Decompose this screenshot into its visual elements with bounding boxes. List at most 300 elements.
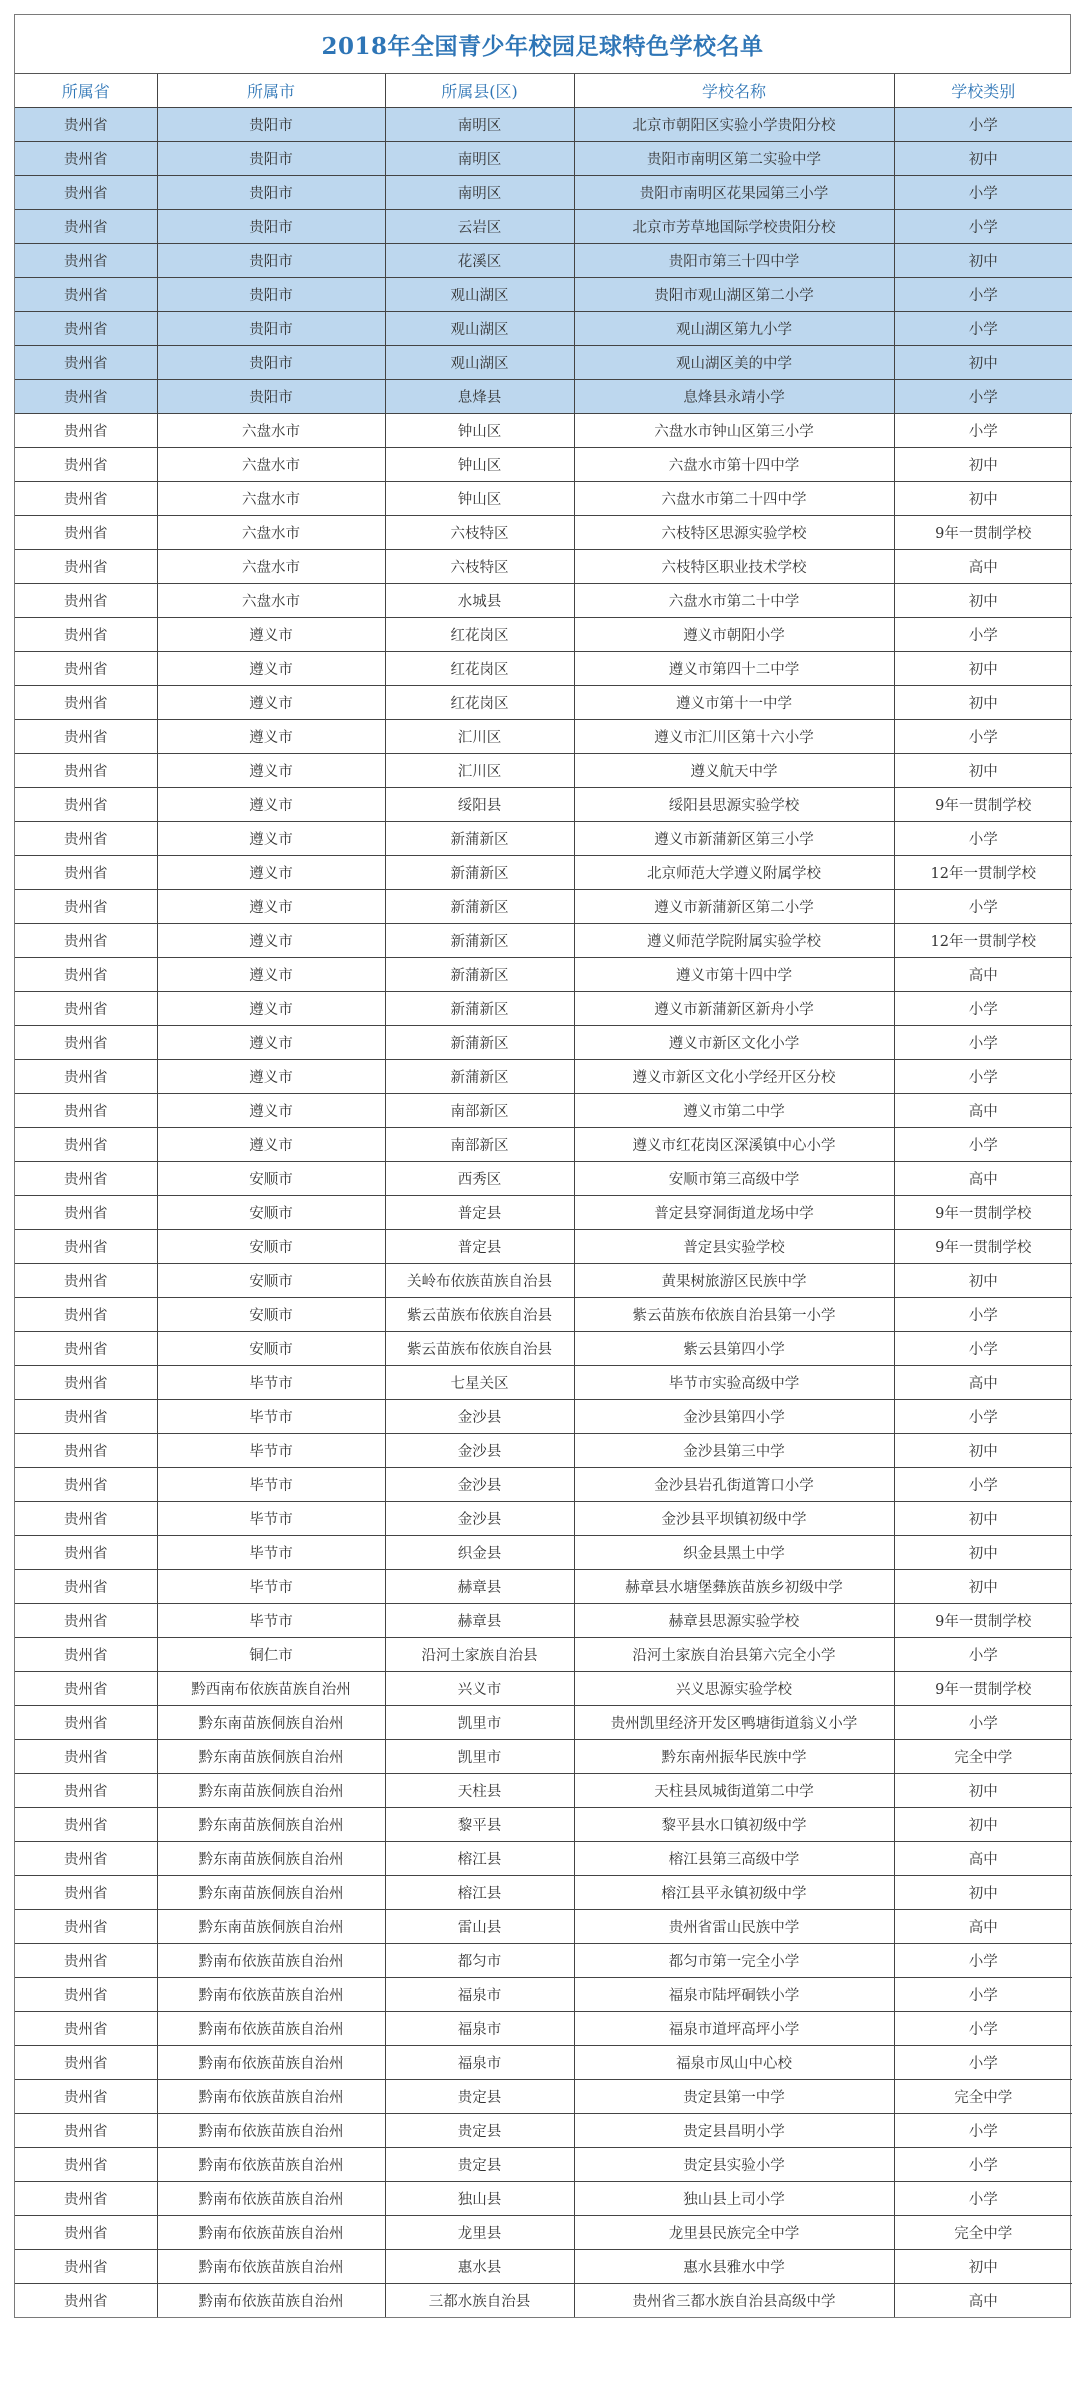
cell-school-name: 赫章县水塘堡彝族苗族乡初级中学 [574, 1570, 894, 1604]
cell-county: 南明区 [385, 142, 574, 176]
cell-school-type: 小学 [894, 176, 1072, 210]
cell-school-name: 贵阳市南明区第二实验中学 [574, 142, 894, 176]
cell-province: 贵州省 [15, 1774, 157, 1808]
cell-county: 水城县 [385, 584, 574, 618]
cell-city: 贵阳市 [157, 176, 385, 210]
cell-city: 贵阳市 [157, 346, 385, 380]
cell-province: 贵州省 [15, 822, 157, 856]
cell-province: 贵州省 [15, 414, 157, 448]
cell-city: 遵义市 [157, 788, 385, 822]
cell-city: 安顺市 [157, 1264, 385, 1298]
cell-school-name: 遵义市朝阳小学 [574, 618, 894, 652]
cell-school-name: 金沙县第四小学 [574, 1400, 894, 1434]
cell-county: 关岭布依族苗族自治县 [385, 1264, 574, 1298]
cell-province: 贵州省 [15, 2080, 157, 2114]
cell-school-name: 天柱县凤城街道第二中学 [574, 1774, 894, 1808]
cell-school-type: 小学 [894, 890, 1072, 924]
table-row [15, 720, 1072, 754]
cell-county: 惠水县 [385, 2250, 574, 2284]
cell-school-name: 金沙县平坝镇初级中学 [574, 1502, 894, 1536]
cell-city: 遵义市 [157, 754, 385, 788]
cell-county: 六枝特区 [385, 516, 574, 550]
header-province: 所属省 [15, 74, 157, 108]
cell-school-type: 初中 [894, 686, 1072, 720]
cell-county: 汇川区 [385, 720, 574, 754]
cell-school-name: 金沙县岩孔街道箐口小学 [574, 1468, 894, 1502]
sheet-title: 2018年全国青少年校园足球特色学校名单 [15, 15, 1070, 74]
cell-county: 钟山区 [385, 414, 574, 448]
cell-city: 遵义市 [157, 1094, 385, 1128]
cell-school-type: 小学 [894, 108, 1072, 142]
cell-school-name: 榕江县第三高级中学 [574, 1842, 894, 1876]
table-body [15, 108, 1072, 2318]
cell-city: 遵义市 [157, 686, 385, 720]
cell-city: 遵义市 [157, 958, 385, 992]
cell-city: 毕节市 [157, 1570, 385, 1604]
cell-province: 贵州省 [15, 2250, 157, 2284]
cell-school-name: 北京市芳草地国际学校贵阳分校 [574, 210, 894, 244]
cell-county: 赫章县 [385, 1570, 574, 1604]
cell-province: 贵州省 [15, 1808, 157, 1842]
cell-county: 兴义市 [385, 1672, 574, 1706]
cell-school-name: 龙里县民族完全中学 [574, 2216, 894, 2250]
table-row [15, 1944, 1072, 1978]
table-row [15, 1060, 1072, 1094]
cell-county: 普定县 [385, 1196, 574, 1230]
cell-county: 云岩区 [385, 210, 574, 244]
cell-province: 贵州省 [15, 1536, 157, 1570]
cell-province: 贵州省 [15, 1944, 157, 1978]
cell-city: 六盘水市 [157, 482, 385, 516]
cell-school-name: 观山湖区美的中学 [574, 346, 894, 380]
cell-city: 黔东南苗族侗族自治州 [157, 1740, 385, 1774]
cell-school-type: 初中 [894, 1536, 1072, 1570]
table-row [15, 1910, 1072, 1944]
cell-province: 贵州省 [15, 1196, 157, 1230]
cell-school-name: 独山县上司小学 [574, 2182, 894, 2216]
table-row [15, 1536, 1072, 1570]
table-row [15, 448, 1072, 482]
cell-city: 黔南布依族苗族自治州 [157, 2148, 385, 2182]
cell-school-name: 都匀市第一完全小学 [574, 1944, 894, 1978]
cell-county: 凯里市 [385, 1740, 574, 1774]
cell-province: 贵州省 [15, 2012, 157, 2046]
cell-school-name: 黔东南州振华民族中学 [574, 1740, 894, 1774]
table-row [15, 244, 1072, 278]
cell-school-name: 六盘水市第二十中学 [574, 584, 894, 618]
cell-school-type: 完全中学 [894, 2080, 1072, 2114]
cell-county: 红花岗区 [385, 686, 574, 720]
table-row [15, 1774, 1072, 1808]
table-row [15, 1264, 1072, 1298]
cell-province: 贵州省 [15, 1332, 157, 1366]
table-row [15, 2012, 1072, 2046]
header-school-type: 学校类别 [894, 74, 1072, 108]
cell-city: 黔南布依族苗族自治州 [157, 1978, 385, 2012]
cell-school-type: 高中 [968, 2294, 998, 2310]
cell-province: 贵州省 [15, 1264, 157, 1298]
table-row [15, 1876, 1072, 1910]
cell-county: 榕江县 [385, 1876, 574, 1910]
cell-school-type: 9年一贯制学校 [894, 1672, 1072, 1706]
cell-city: 遵义市 [157, 652, 385, 686]
table-row [15, 414, 1072, 448]
cell-county: 西秀区 [385, 1162, 574, 1196]
table-row [15, 176, 1072, 210]
table-row [15, 2250, 1072, 2284]
cell-school-type: 小学 [894, 1638, 1072, 1672]
cell-county: 贵定县 [385, 2114, 574, 2148]
cell-school-type: 小学 [894, 278, 1072, 312]
cell-city: 黔南布依族苗族自治州 [157, 1944, 385, 1978]
cell-school-type: 小学 [894, 822, 1072, 856]
cell-school-type: 小学 [894, 1400, 1072, 1434]
cell-school-name: 贵阳市第三十四中学 [574, 244, 894, 278]
cell-city: 遵义市 [157, 992, 385, 1026]
cell-county: 福泉市 [385, 2012, 574, 2046]
cell-school-type: 高中 [894, 958, 1072, 992]
cell-city: 黔南布依族苗族自治州 [157, 2182, 385, 2216]
cell-province: 贵州省 [15, 1502, 157, 1536]
table-row [15, 210, 1072, 244]
cell-province: 贵州省 [15, 380, 157, 414]
cell-county: 贵定县 [385, 2148, 574, 2182]
table-row [15, 992, 1072, 1026]
cell-county: 新蒲新区 [385, 822, 574, 856]
cell-county: 红花岗区 [385, 652, 574, 686]
cell-school-type: 小学 [894, 1944, 1072, 1978]
cell-province: 贵州省 [15, 1706, 157, 1740]
cell-city: 黔南布依族苗族自治州 [157, 2080, 385, 2114]
cell-school-name: 福泉市陆坪硐铁小学 [574, 1978, 894, 2012]
cell-city: 贵阳市 [157, 210, 385, 244]
table-row [15, 108, 1072, 142]
cell-school-type: 高中 [894, 1366, 1072, 1400]
cell-city: 贵阳市 [157, 108, 385, 142]
table-row [15, 754, 1072, 788]
table-row [15, 2216, 1072, 2250]
table-row [15, 1740, 1072, 1774]
cell-county: 雷山县 [385, 1910, 574, 1944]
cell-city: 黔东南苗族侗族自治州 [157, 1774, 385, 1808]
cell-county: 龙里县 [385, 2216, 574, 2250]
table-row [15, 1230, 1072, 1264]
cell-county: 赫章县 [385, 1604, 574, 1638]
cell-school-type: 初中 [894, 1876, 1072, 1910]
cell-school-type: 小学 [894, 1026, 1072, 1060]
cell-county: 南明区 [385, 108, 574, 142]
table-row [15, 1162, 1072, 1196]
cell-city: 黔南布依族苗族自治州 [157, 2114, 385, 2148]
cell-county: 南部新区 [385, 1128, 574, 1162]
table-row [15, 550, 1072, 584]
cell-school-name: 遵义市第四十二中学 [574, 652, 894, 686]
cell-province: 贵州省 [15, 1162, 157, 1196]
cell-province: 贵州省 [15, 720, 157, 754]
cell-city: 黔东南苗族侗族自治州 [157, 1910, 385, 1944]
header-county: 所属县(区) [385, 74, 574, 108]
cell-city: 六盘水市 [157, 448, 385, 482]
cell-county: 紫云苗族布依族自治县 [385, 1298, 574, 1332]
cell-school-type: 小学 [894, 1298, 1072, 1332]
cell-city: 贵阳市 [157, 312, 385, 346]
cell-school-name: 六盘水市第十四中学 [574, 448, 894, 482]
cell-county: 花溪区 [385, 244, 574, 278]
cell-school-name: 六盘水市第二十四中学 [574, 482, 894, 516]
cell-school-type: 9年一贯制学校 [894, 1604, 1072, 1638]
cell-city: 黔南布依族苗族自治州 [157, 2216, 385, 2250]
table-row [15, 142, 1072, 176]
cell-city: 黔东南苗族侗族自治州 [157, 1842, 385, 1876]
cell-city: 遵义市 [157, 822, 385, 856]
cell-school-type: 12年一贯制学校 [894, 856, 1072, 890]
cell-province: 贵州省 [15, 312, 157, 346]
cell-province: 贵州省 [15, 1604, 157, 1638]
cell-province: 贵州省 [15, 992, 157, 1026]
cell-school-name: 黎平县水口镇初级中学 [574, 1808, 894, 1842]
cell-city: 毕节市 [157, 1468, 385, 1502]
cell-province: 贵州省 [15, 1842, 157, 1876]
cell-city: 遵义市 [157, 618, 385, 652]
cell-province: 贵州省 [15, 2216, 157, 2250]
cell-province: 贵州省 [15, 1400, 157, 1434]
cell-school-type: 9年一贯制学校 [894, 1230, 1072, 1264]
cell-county: 都匀市 [385, 1944, 574, 1978]
cell-school-name: 遵义市第十一中学 [574, 686, 894, 720]
cell-school-type: 高中 [894, 1910, 1072, 1944]
table-row [15, 380, 1072, 414]
cell-school-name: 贵定县第一中学 [574, 2080, 894, 2114]
cell-county: 息烽县 [385, 380, 574, 414]
cell-school-type: 9年一贯制学校 [894, 1196, 1072, 1230]
cell-city: 安顺市 [157, 1230, 385, 1264]
cell-county: 独山县 [385, 2182, 574, 2216]
cell-county: 绥阳县 [385, 788, 574, 822]
cell-school-type: 初中 [894, 1774, 1072, 1808]
cell-school-name: 六枝特区思源实验学校 [574, 516, 894, 550]
cell-school-type: 小学 [894, 210, 1072, 244]
cell-county: 红花岗区 [385, 618, 574, 652]
cell-province: 贵州省 [15, 1638, 157, 1672]
cell-school-name: 兴义思源实验学校 [574, 1672, 894, 1706]
cell-city: 六盘水市 [157, 550, 385, 584]
cell-county: 织金县 [385, 1536, 574, 1570]
cell-school-type: 完全中学 [894, 1740, 1072, 1774]
cell-province: 贵州省 [15, 142, 157, 176]
cell-province: 贵州省 [15, 278, 157, 312]
cell-province: 贵州省 [15, 482, 157, 516]
cell-city: 黔南布依族苗族自治州 [157, 2012, 385, 2046]
table-row [15, 618, 1072, 652]
cell-city: 毕节市 [157, 1400, 385, 1434]
table-row [15, 312, 1072, 346]
cell-school-name: 遵义市新蒲新区第二小学 [574, 890, 894, 924]
cell-school-type: 高中 [894, 1094, 1072, 1128]
cell-school-name: 惠水县雅水中学 [574, 2250, 894, 2284]
cell-school-name: 遵义市新蒲新区第三小学 [574, 822, 894, 856]
table-row [15, 1400, 1072, 1434]
cell-province: 贵州省 [15, 1128, 157, 1162]
table-row [15, 1026, 1072, 1060]
cell-province: 贵州省 [15, 108, 157, 142]
cell-school-type: 小学 [894, 992, 1072, 1026]
cell-school-name: 金沙县第三中学 [574, 1434, 894, 1468]
cell-province: 贵州省 [15, 1468, 157, 1502]
cell-school-name: 绥阳县思源实验学校 [574, 788, 894, 822]
cell-county: 新蒲新区 [385, 958, 574, 992]
cell-school-type: 小学 [894, 1468, 1072, 1502]
cell-city: 遵义市 [157, 890, 385, 924]
cell-county: 七星关区 [385, 1366, 574, 1400]
table-row [15, 1570, 1072, 1604]
cell-school-type: 初中 [894, 1264, 1072, 1298]
cell-province: 贵州省 [15, 1060, 157, 1094]
cell-school-name: 遵义市新区文化小学经开区分校 [574, 1060, 894, 1094]
cell-province: 贵州省 [15, 856, 157, 890]
cell-school-type: 小学 [894, 2114, 1072, 2148]
table-row [15, 890, 1072, 924]
cell-school-type: 初中 [894, 754, 1072, 788]
cell-county: 金沙县 [385, 1434, 574, 1468]
table-row [15, 482, 1072, 516]
cell-school-type: 小学 [894, 380, 1072, 414]
cell-school-name: 贵州凯里经济开发区鸭塘街道翁义小学 [574, 1706, 894, 1740]
cell-county: 南部新区 [385, 1094, 574, 1128]
cell-province: 贵州省 [15, 1026, 157, 1060]
cell-school-type: 初中 [894, 1434, 1072, 1468]
cell-province: 贵州省 [15, 1434, 157, 1468]
cell-school-type: 12年一贯制学校 [894, 924, 1072, 958]
school-list-sheet [14, 14, 1071, 2318]
cell-city: 贵阳市 [157, 278, 385, 312]
cell-county: 新蒲新区 [385, 992, 574, 1026]
table-row [15, 1332, 1072, 1366]
cell-school-name: 遵义航天中学 [574, 754, 894, 788]
cell-city: 黔南布依族苗族自治州 [157, 2250, 385, 2284]
cell-school-name: 赫章县思源实验学校 [574, 1604, 894, 1638]
cell-school-type: 初中 [894, 482, 1072, 516]
cell-county: 六枝特区 [385, 550, 574, 584]
cell-school-name: 遵义市新蒲新区新舟小学 [574, 992, 894, 1026]
cell-school-name: 黄果树旅游区民族中学 [574, 1264, 894, 1298]
table-row [15, 278, 1072, 312]
cell-city: 毕节市 [157, 1434, 385, 1468]
table-row [15, 584, 1072, 618]
cell-county: 黎平县 [385, 1808, 574, 1842]
cell-county: 金沙县 [385, 1400, 574, 1434]
cell-school-type: 9年一贯制学校 [894, 788, 1072, 822]
cell-school-type: 小学 [894, 2148, 1072, 2182]
cell-school-name: 贵阳市南明区花果园第三小学 [574, 176, 894, 210]
cell-province: 贵州省 [15, 754, 157, 788]
cell-school-type: 初中 [894, 1502, 1072, 1536]
cell-school-name: 贵定县实验小学 [574, 2148, 894, 2182]
cell-school-name: 福泉市凤山中心校 [574, 2046, 894, 2080]
cell-school-type: 初中 [894, 244, 1072, 278]
cell-province: 贵州省 [15, 1672, 157, 1706]
cell-city: 遵义市 [157, 720, 385, 754]
cell-school-name: 普定县穿洞街道龙场中学 [574, 1196, 894, 1230]
cell-school-type: 小学 [894, 2182, 1072, 2216]
cell-province: 贵州省 [15, 2114, 157, 2148]
cell-school-type: 高中 [894, 1162, 1072, 1196]
cell-province: 贵州省 [15, 1366, 157, 1400]
cell-province: 贵州省 [15, 2148, 157, 2182]
cell-school-name: 福泉市道坪高坪小学 [574, 2012, 894, 2046]
cell-province: 贵州省 [15, 550, 157, 584]
cell-county: 观山湖区 [385, 346, 574, 380]
cell-city: 遵义市 [157, 1060, 385, 1094]
cell-city: 黔南布依族苗族自治州 [157, 2284, 385, 2318]
cell-province: 贵州省 [15, 2046, 157, 2080]
cell-province: 贵州省 [15, 1094, 157, 1128]
cell-city: 六盘水市 [157, 584, 385, 618]
cell-school-name: 遵义市汇川区第十六小学 [574, 720, 894, 754]
cell-city: 六盘水市 [157, 516, 385, 550]
cell-city: 黔东南苗族侗族自治州 [157, 1808, 385, 1842]
cell-city: 六盘水市 [157, 414, 385, 448]
cell-school-type: 小学 [894, 1332, 1072, 1366]
cell-school-name: 安顺市第三高级中学 [574, 1162, 894, 1196]
table-row [15, 958, 1072, 992]
cell-city: 毕节市 [157, 1366, 385, 1400]
cell-city: 安顺市 [157, 1196, 385, 1230]
cell-city: 毕节市 [157, 1604, 385, 1638]
cell-province: 贵州省 [15, 210, 157, 244]
cell-county: 金沙县 [385, 1502, 574, 1536]
cell-city: 遵义市 [157, 1026, 385, 1060]
cell-school-name: 织金县黑土中学 [574, 1536, 894, 1570]
table-row [15, 1638, 1072, 1672]
cell-school-name: 毕节市实验高级中学 [574, 1366, 894, 1400]
cell-province: 贵州省 [15, 1230, 157, 1264]
cell-county: 福泉市 [385, 2046, 574, 2080]
cell-county: 钟山区 [385, 482, 574, 516]
cell-school-type: 小学 [894, 1060, 1072, 1094]
cell-county: 新蒲新区 [385, 924, 574, 958]
cell-school-type: 初中 [894, 448, 1072, 482]
cell-province: 贵州省 [15, 958, 157, 992]
cell-county: 普定县 [385, 1230, 574, 1264]
cell-province: 贵州省 [15, 924, 157, 958]
cell-school-name: 观山湖区第九小学 [574, 312, 894, 346]
cell-county: 新蒲新区 [385, 890, 574, 924]
cell-school-name: 遵义市第十四中学 [574, 958, 894, 992]
table-row [15, 1808, 1072, 1842]
cell-school-type: 初中 [894, 142, 1072, 176]
cell-province: 贵州省 [15, 1876, 157, 1910]
cell-province: 贵州省 [15, 1570, 157, 1604]
cell-county: 观山湖区 [385, 312, 574, 346]
cell-province: 贵州省 [15, 686, 157, 720]
cell-city: 黔东南苗族侗族自治州 [157, 1706, 385, 1740]
cell-school-type: 小学 [894, 720, 1072, 754]
cell-school-name: 息烽县永靖小学 [574, 380, 894, 414]
table-row [15, 1128, 1072, 1162]
cell-school-type: 初中 [894, 2250, 1072, 2284]
table-row [15, 1094, 1072, 1128]
cell-city: 遵义市 [157, 856, 385, 890]
cell-province: 贵州省 [15, 890, 157, 924]
cell-school-type: 小学 [894, 2012, 1072, 2046]
cell-county: 天柱县 [385, 1774, 574, 1808]
table-row [15, 1434, 1072, 1468]
cell-school-name: 普定县实验学校 [574, 1230, 894, 1264]
table-row [15, 2182, 1072, 2216]
cell-school-name: 沿河土家族自治县第六完全小学 [574, 1638, 894, 1672]
cell-province: 贵州省 [15, 176, 157, 210]
school-table [15, 74, 1072, 2317]
